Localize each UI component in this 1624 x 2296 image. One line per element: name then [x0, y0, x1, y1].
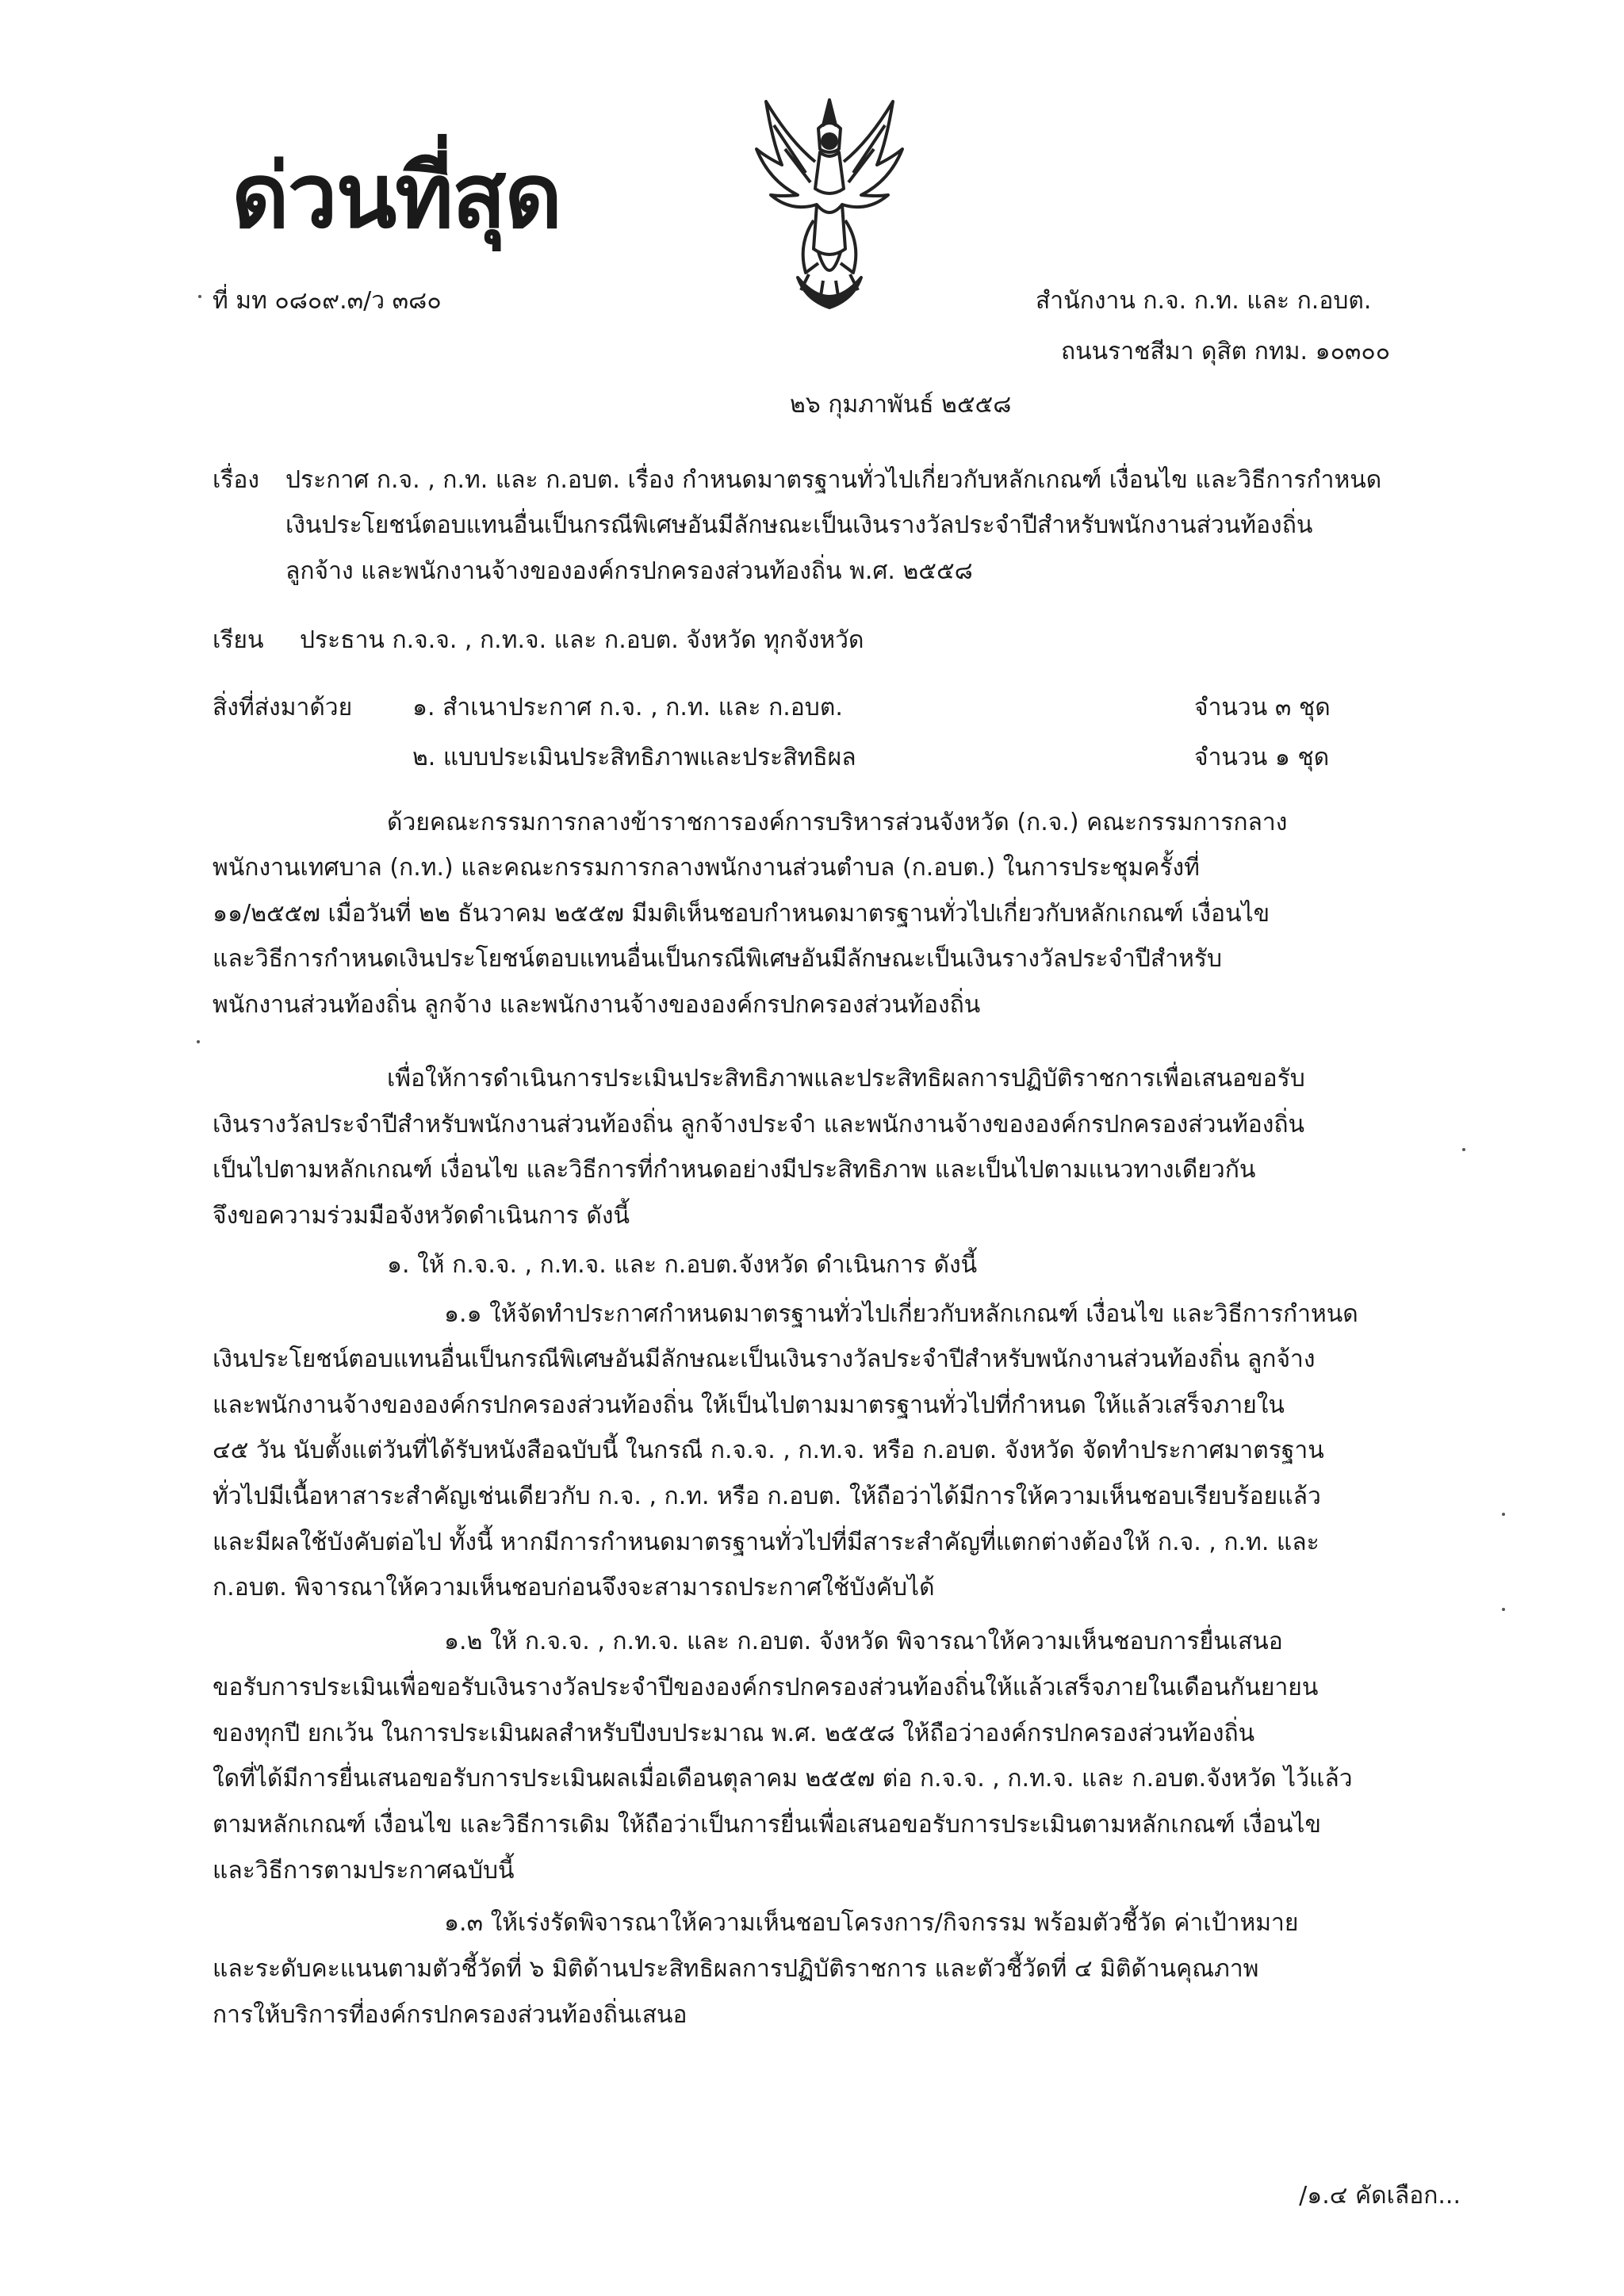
subject-line: เงินประโยชน์ตอบแทนอื่นเป็นกรณีพิเศษอันมีลักษณะเป็นเงินรางวัลประจำปีสำหรับพนักงานส่วนท้องถิ่น: [285, 511, 1313, 539]
body-line: เงินรางวัลประจำปีสำหรับพนักงานส่วนท้องถิ่น ลูกจ้างประจำ และพนักงานจ้างขององค์กรปกครองส่วนท้องถิ่น: [213, 1111, 1305, 1138]
enclosure-item: ๒. แบบประเมินประสิทธิภาพและประสิทธิผล: [412, 744, 856, 771]
subject-line: ประกาศ ก.จ. , ก.ท. และ ก.อบต. เรื่อง กำหนดมาตรฐานทั่วไปเกี่ยวกับหลักเกณฑ์ เงื่อนไข และวิธีการกำหนด: [285, 466, 1382, 494]
body-line: ๑.๒ ให้ ก.จ.จ. , ก.ท.จ. และ ก.อบต. จังหวัด พิจารณาให้ความเห็นชอบการยื่นเสนอ: [444, 1628, 1283, 1655]
body-line: และระดับคะแนนตามตัวชี้วัดที่ ๖ มิติด้านประสิทธิผลการปฏิบัติราชการ และตัวชี้วัดที่ ๔ มิติด้านคุณภาพ: [213, 1955, 1259, 1983]
body-line: เป็นไปตามหลักเกณฑ์ เงื่อนไข และวิธีการที่กำหนดอย่างมีประสิทธิภาพ และเป็นไปตามแนวทางเดียวกัน: [213, 1156, 1256, 1184]
body-line: ขอรับการประเมินเพื่อขอรับเงินรางวัลประจำปีขององค์กรปกครองส่วนท้องถิ่นให้แล้วเสร็จภายในเดือนกันยายน: [213, 1674, 1319, 1701]
enclosures-label: สิ่งที่ส่งมาด้วย: [213, 694, 353, 721]
body-line: พนักงานเทศบาล (ก.ท.) และคณะกรรมการกลางพนักงานส่วนตำบล (ก.อบต.) ในการประชุมครั้งที่: [213, 854, 1200, 882]
recipient-label: เรียน: [213, 626, 264, 654]
body-line: จึงขอความร่วมมือจังหวัดดำเนินการ ดังนี้: [213, 1202, 630, 1230]
body-line: และมีผลใช้บังคับต่อไป ทั้งนี้ หากมีการกำหนดมาตรฐานทั่วไปที่มีสาระสำคัญที่แตกต่างต้องให้ ก.จ. , ก.ท. และ: [213, 1529, 1320, 1556]
recipient-text: ประธาน ก.จ.จ. , ก.ท.จ. และ ก.อบต. จังหวัด ทุกจังหวัด: [300, 626, 864, 654]
enclosure-item: ๑. สำเนาประกาศ ก.จ. , ก.ท. และ ก.อบต.: [412, 694, 843, 721]
body-line: การให้บริการที่องค์กรปกครองส่วนท้องถิ่นเสนอ: [213, 2001, 688, 2029]
body-line: เงินประโยชน์ตอบแทนอื่นเป็นกรณีพิเศษอันมีลักษณะเป็นเงินรางวัลประจำปีสำหรับพนักงานส่วนท้องถิ่น ลูกจ้าง: [213, 1345, 1316, 1373]
body-line: เพื่อให้การดำเนินการประเมินประสิทธิภาพและประสิทธิผลการปฏิบัติราชการเพื่อเสนอขอรับ: [387, 1065, 1305, 1093]
scan-speck: [1462, 1148, 1465, 1151]
item-heading: ๑. ให้ ก.จ.จ. , ก.ท.จ. และ ก.อบต.จังหวัด ดำเนินการ ดังนี้: [387, 1251, 978, 1279]
body-line: พนักงานส่วนท้องถิ่น ลูกจ้าง และพนักงานจ้างขององค์กรปกครองส่วนท้องถิ่น: [213, 991, 981, 1019]
garuda-emblem-icon: [750, 94, 909, 320]
office-address: ถนนราชสีมา ดุสิต กทม. ๑๐๓๐๐: [1061, 338, 1391, 365]
scan-speck: [1502, 1608, 1505, 1611]
enclosure-qty: จำนวน ๑ ชุด: [1194, 744, 1330, 771]
body-line: ๔๕ วัน นับตั้งแต่วันที่ได้รับหนังสือฉบับนี้ ในกรณี ก.จ.จ. , ก.ท.จ. หรือ ก.อบต. จังหวัด จัดทำประกาศมาตรฐาน: [213, 1437, 1324, 1464]
body-line: และวิธีการกำหนดเงินประโยชน์ตอบแทนอื่นเป็นกรณีพิเศษอันมีลักษณะเป็นเงินรางวัลประจำปีสำหรับ: [213, 945, 1223, 973]
body-line: ๑.๑ ให้จัดทำประกาศกำหนดมาตรฐานทั่วไปเกี่ยวกับหลักเกณฑ์ เงื่อนไข และวิธีการกำหนด: [444, 1300, 1358, 1328]
enclosure-qty: จำนวน ๓ ชุด: [1194, 694, 1331, 721]
scan-speck: [1502, 1513, 1505, 1516]
body-line: ด้วยคณะกรรมการกลางข้าราชการองค์การบริหารส่วนจังหวัด (ก.จ.) คณะกรรมการกลาง: [387, 809, 1288, 836]
subject-label: เรื่อง: [213, 466, 260, 494]
scan-speck: [197, 1040, 200, 1043]
body-line: และพนักงานจ้างขององค์กรปกครองส่วนท้องถิ่น ให้เป็นไปตามมาตรฐานทั่วไปที่กำหนด ให้แล้วเสร็จภายใน: [213, 1391, 1285, 1419]
body-line: ของทุกปี ยกเว้น ในการประเมินผลสำหรับปีงบประมาณ พ.ศ. ๒๕๕๘ ให้ถือว่าองค์กรปกครองส่วนท้องถิ่น: [213, 1720, 1255, 1747]
body-line: ๑๑/๒๕๕๗ เมื่อวันที่ ๒๒ ธันวาคม ๒๕๕๗ มีมติเห็นชอบกำหนดมาตรฐานทั่วไปเกี่ยวกับหลักเกณฑ์ เงื่อนไข: [213, 900, 1270, 928]
urgent-mark: ด่วนที่สุด: [232, 145, 561, 248]
document-date: ๒๖ กุมภาพันธ์ ๒๕๕๘: [790, 391, 1012, 419]
body-line: ก.อบต. พิจารณาให้ความเห็นชอบก่อนจึงจะสามารถประกาศใช้บังคับได้: [213, 1574, 935, 1601]
subject-line: ลูกจ้าง และพนักงานจ้างขององค์กรปกครองส่วนท้องถิ่น พ.ศ. ๒๕๕๘: [285, 557, 973, 585]
body-line: ๑.๓ ให้เร่งรัดพิจารณาให้ความเห็นชอบโครงการ/กิจกรรม พร้อมตัวชี้วัด ค่าเป้าหมาย: [444, 1909, 1299, 1937]
body-line: ทั่วไปมีเนื้อหาสาระสำคัญเช่นเดียวกับ ก.จ. , ก.ท. หรือ ก.อบต. ให้ถือว่าได้มีการให้ความเห็นชอบเรียบร้อยแล้ว: [213, 1483, 1321, 1510]
office-name: สำนักงาน ก.จ. ก.ท. และ ก.อบต.: [1036, 287, 1372, 315]
body-line: ตามหลักเกณฑ์ เงื่อนไข และวิธีการเดิม ให้ถือว่าเป็นการยื่นเพื่อเสนอขอรับการประเมินตามหลักเกณฑ์ เงื่อนไข: [213, 1811, 1322, 1839]
body-line: ใดที่ได้มีการยื่นเสนอขอรับการประเมินผลเมื่อเดือนตุลาคม ๒๕๕๗ ต่อ ก.จ.จ. , ก.ท.จ. และ ก.อบต.จังหวัด ไว้แล้ว: [213, 1765, 1353, 1793]
document-number: ที่ มท ๐๘๐๙.๓/ว ๓๘๐: [213, 287, 442, 315]
continuation-note: /๑.๔ คัดเลือก...: [1299, 2182, 1461, 2210]
body-line: และวิธีการตามประกาศฉบับนี้: [213, 1857, 515, 1885]
scan-speck: [198, 295, 201, 298]
